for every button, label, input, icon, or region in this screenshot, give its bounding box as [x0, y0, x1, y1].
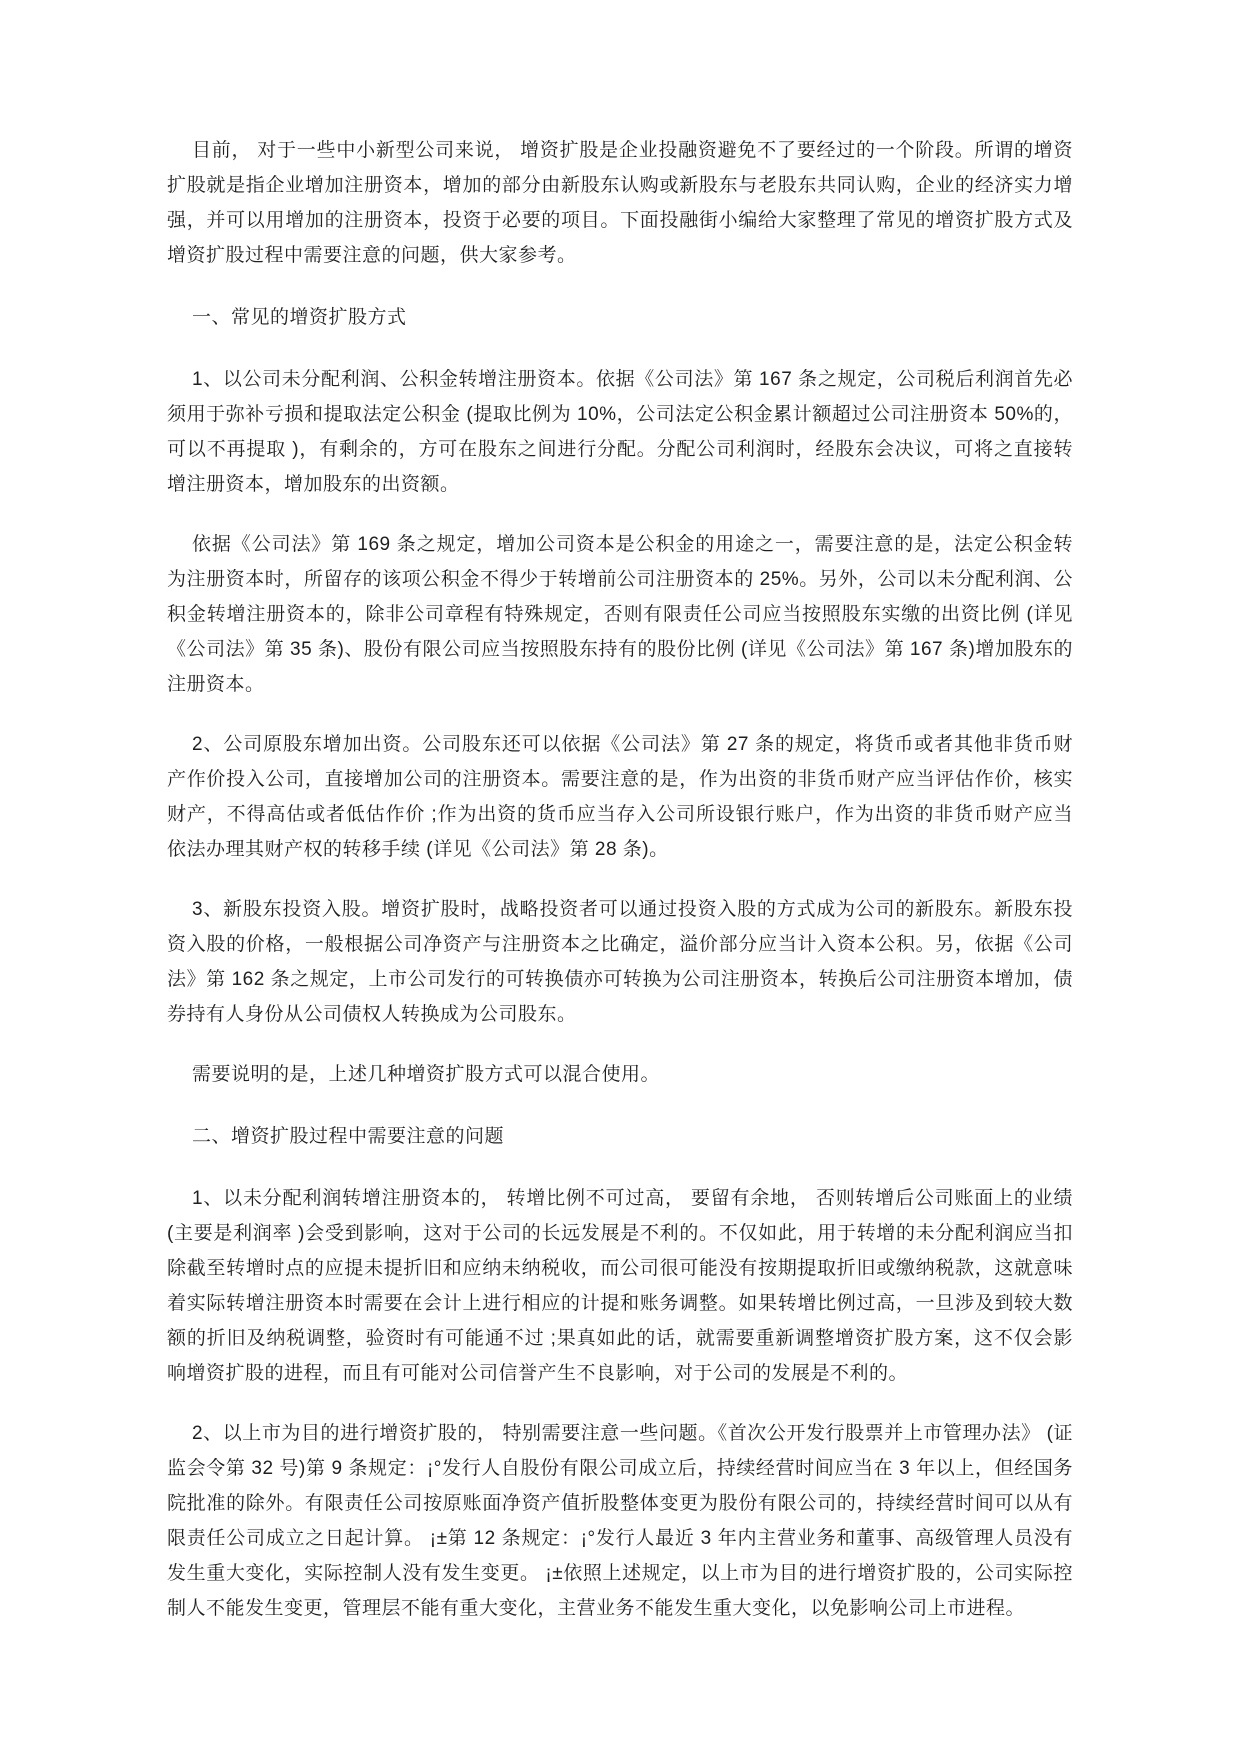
section-1-paragraph-2: 依据《公司法》第 169 条之规定，增加公司资本是公积金的用途之一，需要注意的是，法定公积金转为注册资本时，所留存的该项公积金不得少于转增前公司注册资本的 25%。另外，公司以未分配利润、公积金转增注册资本的，除非公司章程有特殊规定，否则有限责任公司应当按照股东实缴的出资比例 (详见《公司法》第 35 条)、股份有限公司应当按照股东持有的股份比例 (详见《公司法》第 167 条)增加股东的注册资本。 [167, 534, 1073, 695]
section-1-paragraph-1: 1、以公司未分配利润、公积金转增注册资本。依据《公司法》第 167 条之规定，公司税后利润首先必须用于弥补亏损和提取法定公积金 (提取比例为 10%，公司法定公积金累计额超过公司注册资本 50%的，可以不再提取 )，有剩余的，方可在股东之间进行分配。分配公司利润时，经股东会决议，可将之直接转增注册资本，增加股东的出资额。 [167, 369, 1073, 495]
section-1-paragraph-3: 2、公司原股东增加出资。公司股东还可以依据《公司法》第 27 条的规定，将货币或者其他非货币财产作价投入公司，直接增加公司的注册资本。需要注意的是，作为出资的非货币财产应当评估作价，核实财产，不得高估或者低估作价 ;作为出资的货币应当存入公司所设银行账户，作为出资的非货币财产应当依法办理其财产权的转移手续 (详见《公司法》第 28 条)。 [167, 734, 1073, 860]
section-2-heading: 二、增资扩股过程中需要注意的问题 [192, 1126, 505, 1147]
section-1-heading: 一、常见的增资扩股方式 [192, 307, 407, 328]
section-2-paragraph-2: 2、以上市为目的进行增资扩股的， 特别需要注意一些问题。《首次公开发行股票并上市管理办法》 (证监会令第 32 号)第 9 条规定：¡°发行人自股份有限公司成立后，持续经营时间应当在 3 年以上，但经国务院批准的除外。有限责任公司按原账面净资产值折股整体变更为股份有限公司的，持续经营时间可以从有限责任公司成立之日起计算。 ¡±第 12 条规定：¡°发行人最近 3 年内主营业务和董事、高级管理人员没有发生重大变化，实际控制人没有发生变更。 ¡±依照上述规定，以上市为目的进行增资扩股的，公司实际控制人不能发生变更，管理层不能有重大变化，主营业务不能发生重大变化，以免影响公司上市进程。 [167, 1423, 1073, 1619]
section-2-paragraph-1: 1、以未分配利润转增注册资本的， 转增比例不可过高， 要留有余地， 否则转增后公司账面上的业绩 (主要是利润率 )会受到影响，这对于公司的长远发展是不利的。不仅如此，用于转增的未分配利润应当扣除截至转增时点的应提未提折旧和应纳未纳税收，而公司很可能没有按期提取折旧或缴纳税款，这就意味着实际转增注册资本时需要在会计上进行相应的计提和账务调整。如果转增比例过高，一旦涉及到较大数额的折旧及纳税调整，验资时有可能通不过 ;果真如此的话，就需要重新调整增资扩股方案，这不仅会影响增资扩股的进程，而且有可能对公司信誉产生不良影响，对于公司的发展是不利的。 [167, 1188, 1073, 1384]
intro-paragraph: 目前， 对于一些中小新型公司来说， 增资扩股是企业投融资避免不了要经过的一个阶段。所谓的增资扩股就是指企业增加注册资本，增加的部分由新股东认购或新股东与老股东共同认购，企业的经济实力增强，并可以用增加的注册资本，投资于必要的项目。下面投融街小编给大家整理了常见的增资扩股方式及增资扩股过程中需要注意的问题，供大家参考。 [167, 140, 1073, 266]
section-1-paragraph-5: 需要说明的是，上述几种增资扩股方式可以混合使用。 [192, 1064, 661, 1085]
section-1-paragraph-4: 3、新股东投资入股。增资扩股时，战略投资者可以通过投资入股的方式成为公司的新股东。新股东投资入股的价格，一般根据公司净资产与注册资本之比确定，溢价部分应当计入资本公积。另，依据《公司法》第 162 条之规定，上市公司发行的可转换债亦可转换为公司注册资本，转换后公司注册资本增加，债券持有人身份从公司债权人转换成为公司股东。 [167, 899, 1073, 1025]
